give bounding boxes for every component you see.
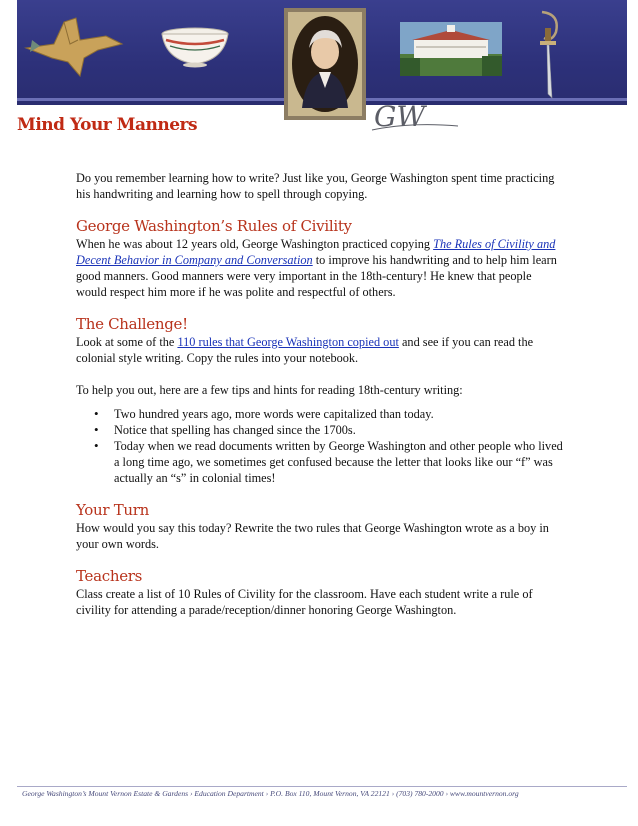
- 110-rules-link[interactable]: 110 rules that George Washington copied out: [177, 335, 399, 349]
- civility-text-before: When he was about 12 years old, George Washington practiced copying: [76, 237, 434, 251]
- tips-intro: To help you out, here are a few tips and hints for reading 18th-century writing:: [76, 383, 463, 397]
- gw-monogram-image: [370, 100, 460, 134]
- page-title: Mind Your Manners: [17, 115, 198, 135]
- civility-text-after: to improve his handwriting and to help him learn good manners. Good manners were very important in the 18th-century! He knew that people would respect him more if he was polite and respectful of others.: [76, 253, 557, 299]
- list-item: • Today when we read documents written by George Washington and other people who lived a long time ago, we sometimes get confused because the letter that looks like our “f” was actually an “s” in colonial times!: [92, 438, 564, 486]
- challenge-heading: The Challenge!: [76, 315, 188, 333]
- sword-image: [532, 8, 566, 100]
- civility-paragraph: [76, 236, 564, 300]
- george-washington-portrait-image: [284, 8, 366, 120]
- eagle-weathervane-image: [24, 14, 124, 78]
- monogram-text: GW: [374, 100, 426, 133]
- your-turn-heading: Your Turn: [76, 501, 150, 519]
- challenge-text-after: and see if you can read the colonial style writing. Copy the rules into your notebook.: [76, 335, 534, 365]
- intro-paragraph: Do you remember learning how to write? Just like you, George Washington spent time practicing his handwriting and learning how to spell through copying.: [76, 171, 555, 201]
- your-turn-paragraph: How would you say this today? Rewrite the two rules that George Washington wrote as a boy in your own words.: [76, 521, 549, 551]
- list-item: • Two hundred years ago, more words were capitalized than today.: [92, 406, 564, 422]
- challenge-paragraph: [76, 334, 564, 366]
- tips-list: [92, 406, 564, 486]
- list-item: • Notice that spelling has changed since the 1700s.: [92, 422, 564, 438]
- rules-of-civility-link[interactable]: The Rules of Civility and Decent Behavior in Company and Conversation: [76, 237, 556, 267]
- footer-divider: [17, 786, 627, 787]
- challenge-text-before: Look at some of the: [76, 335, 178, 349]
- main-content: [76, 170, 564, 618]
- teachers-paragraph: Class create a list of 10 Rules of Civility for the classroom. Have each student write a rule of civility for attending a parade/reception/dinner honoring George Washington.: [76, 587, 533, 617]
- footer-address: George Washington’s Mount Vernon Estate & Gardens › Education Department › P.O. Box 110, Mount Vernon, VA 22121 › (703) 780-2000 › www.mountvernon.org: [22, 789, 519, 798]
- teachers-heading: Teachers: [76, 567, 143, 585]
- china-bowl-image: [160, 26, 230, 68]
- civility-heading: George Washington’s Rules of Civility: [76, 217, 352, 235]
- mount-vernon-mansion-image: [400, 22, 502, 76]
